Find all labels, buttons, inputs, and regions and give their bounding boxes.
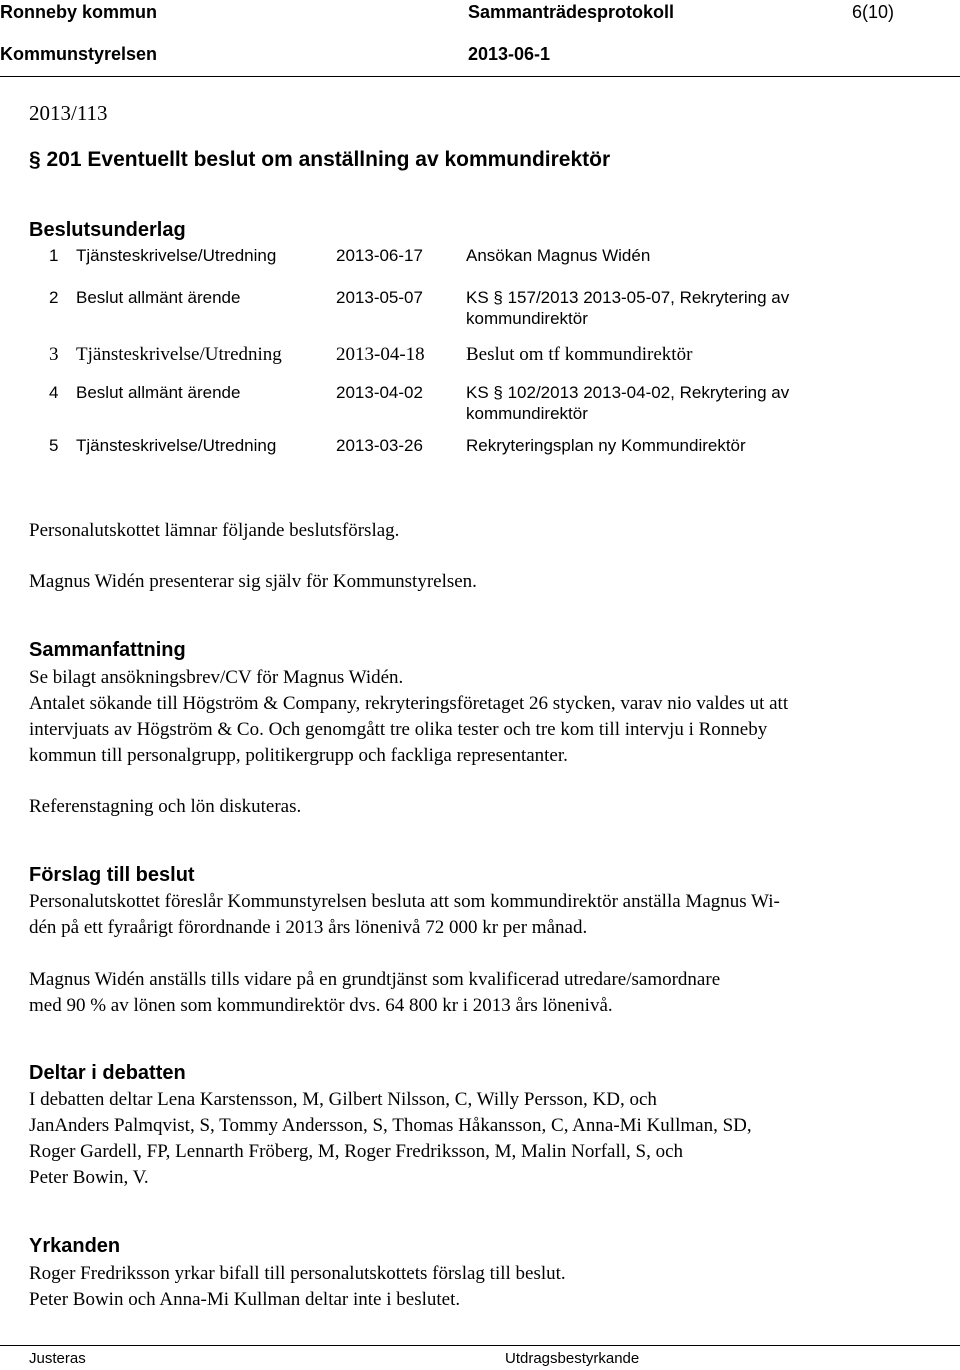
yrkanden-line: Peter Bowin och Anna-Mi Kullman deltar inte i beslutet.: [29, 1289, 461, 1310]
forslag-p1-line: dén på ett fyraårigt förordnande i 2013 års lönenivå 72 000 kr per månad.: [29, 917, 588, 938]
sammanfattning-ref: Referenstagning och lön diskuteras.: [29, 796, 302, 817]
row-description: Beslut om tf kommundirektör: [466, 344, 693, 365]
row-number: 2: [49, 288, 59, 307]
row-number: 4: [49, 383, 59, 402]
row-date: 2013-03-26: [336, 436, 423, 455]
beslutsunderlag-heading: Beslutsunderlag: [29, 219, 186, 241]
row-number: 1: [49, 246, 59, 265]
row-description: Ansökan Magnus Widén: [466, 246, 651, 265]
row-number: 3: [49, 344, 59, 365]
footer-rule: [0, 1345, 960, 1346]
header-rule: [0, 76, 960, 77]
debatten-heading: Deltar i debatten: [29, 1062, 186, 1084]
forslag-p1-line: Personalutskottet föreslår Kommunstyrelsen besluta att som kommundirektör anställa Magnus Wi-: [29, 891, 780, 912]
row-description: Rekryteringsplan ny Kommundirektör: [466, 436, 746, 455]
row-type: Beslut allmänt ärende: [76, 383, 241, 402]
forslag-p2-line: med 90 % av lönen som kommundirektör dvs. 64 800 kr i 2013 års lönenivå.: [29, 995, 613, 1016]
intro-line-2: Magnus Widén presenterar sig själv för Kommunstyrelsen.: [29, 571, 477, 592]
row-type: Beslut allmänt ärende: [76, 288, 241, 307]
debatten-line: I debatten deltar Lena Karstensson, M, Gilbert Nilsson, C, Willy Persson, KD, och: [29, 1089, 657, 1110]
forslag-p2-line: Magnus Widén anställs tills vidare på en grundtjänst som kvalificerad utredare/samordnare: [29, 969, 721, 990]
header-date: 2013-06-1: [468, 44, 551, 64]
header-doc-type: Sammanträdesprotokoll: [468, 2, 675, 22]
sammanfattning-line: intervjuats av Högström & Co. Och genomgått tre olika tester och tre kom till intervju i Ronneby: [29, 719, 768, 740]
sammanfattning-line: kommun till personalgrupp, politikergrupp och fackliga representanter.: [29, 745, 568, 766]
footer-justeras: Justeras: [29, 1350, 86, 1367]
debatten-line: Peter Bowin, V.: [29, 1167, 149, 1188]
row-description: KS § 102/2013 2013-04-02, Rekrytering av: [466, 383, 790, 402]
footer-utdragsbestyrkande: Utdragsbestyrkande: [505, 1350, 640, 1367]
row-description: KS § 157/2013 2013-05-07, Rekrytering av: [466, 288, 790, 307]
row-type: Tjänsteskrivelse/Utredning: [76, 436, 277, 455]
row-type: Tjänsteskrivelse/Utredning: [76, 246, 277, 265]
row-date: 2013-04-02: [336, 383, 423, 402]
case-number: 2013/113: [29, 101, 108, 125]
row-description-cont: kommundirektör: [466, 404, 588, 423]
yrkanden-heading: Yrkanden: [29, 1235, 121, 1257]
forslag-heading: Förslag till beslut: [29, 864, 195, 886]
sammanfattning-line: Se bilagt ansökningsbrev/CV för Magnus Widén.: [29, 667, 404, 688]
row-date: 2013-06-17: [336, 246, 423, 265]
header-org: Ronneby kommun: [0, 2, 158, 22]
debatten-line: Roger Gardell, FP, Lennarth Fröberg, M, Roger Fredriksson, M, Malin Norfall, S, och: [29, 1141, 684, 1162]
row-type: Tjänsteskrivelse/Utredning: [76, 344, 282, 365]
row-number: 5: [49, 436, 59, 455]
header-page-number: 6(10): [852, 2, 895, 22]
debatten-line: JanAnders Palmqvist, S, Tommy Andersson, S, Thomas Håkansson, C, Anna-Mi Kullman, SD,: [29, 1115, 752, 1136]
row-description-cont: kommundirektör: [466, 309, 588, 328]
intro-line-1: Personalutskottet lämnar följande beslutsförslag.: [29, 520, 400, 541]
page-title: § 201 Eventuellt beslut om anställning av kommundirektör: [29, 148, 611, 171]
row-date: 2013-05-07: [336, 288, 423, 307]
sammanfattning-line: Antalet sökande till Högström & Company, rekryteringsföretaget 26 stycken, varav nio valdes ut att: [29, 693, 789, 714]
row-date: 2013-04-18: [336, 344, 425, 365]
yrkanden-line: Roger Fredriksson yrkar bifall till personalutskottets förslag till beslut.: [29, 1263, 566, 1284]
sammanfattning-heading: Sammanfattning: [29, 639, 186, 661]
header-board: Kommunstyrelsen: [0, 44, 158, 64]
